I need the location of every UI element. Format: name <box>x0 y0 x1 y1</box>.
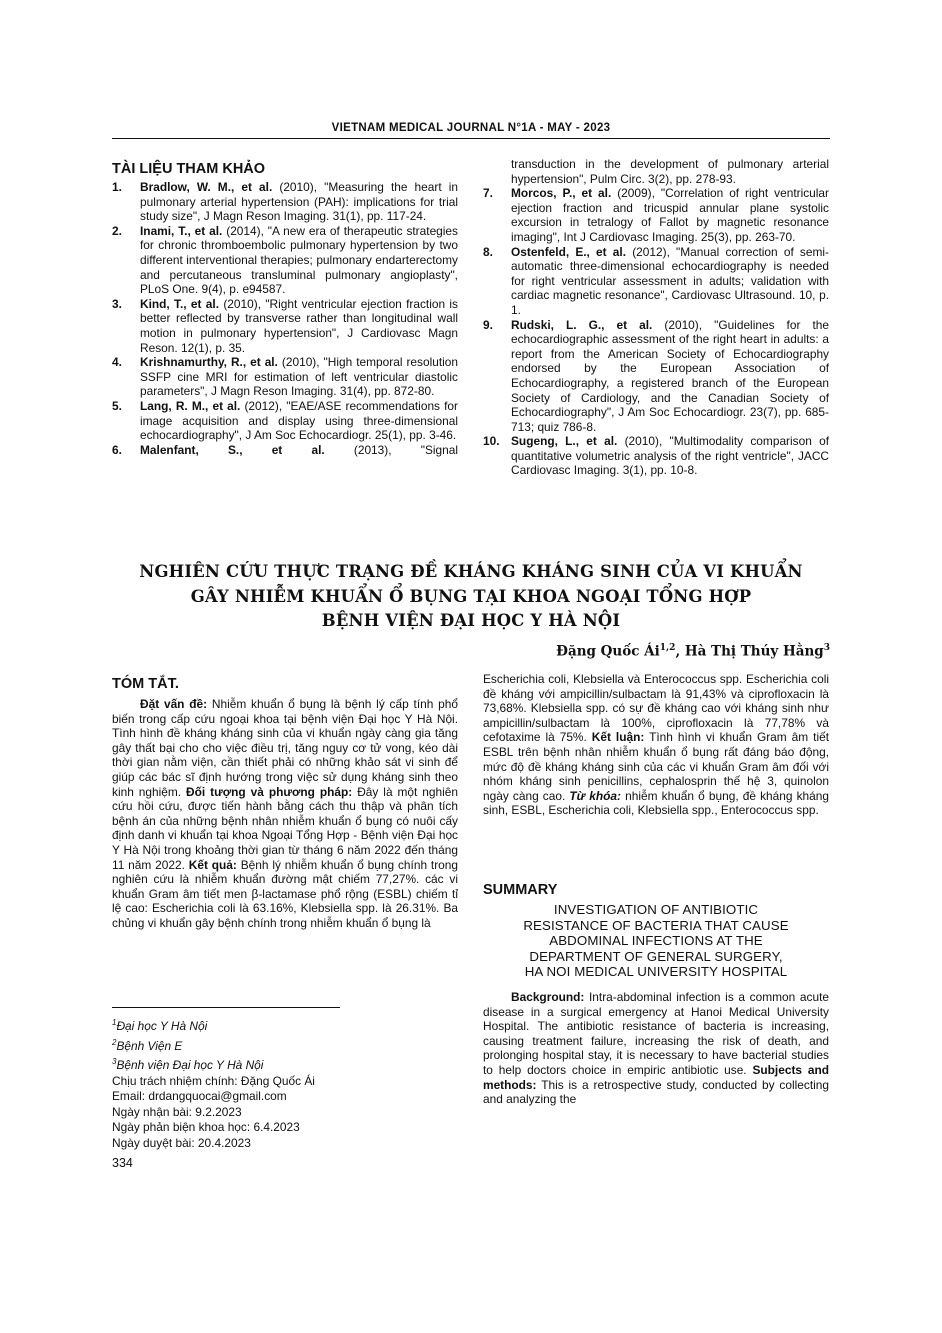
article-title-line: BỆNH VIỆN ĐẠI HỌC Y HÀ NỘI <box>321 611 621 630</box>
label-methods-vi: Đối tượng và phương pháp: <box>186 784 353 799</box>
label-conclusion-vi: Kết luận: <box>591 730 645 745</box>
date-accepted: Ngày duyệt bài: 20.4.2023 <box>112 1136 251 1151</box>
reference-text: (2010), "High temporal resolution SSFP cine MRI for estimation of left ventricular diastolic parameters", J Magn Reson Imaging. 31(4), pp. 872-80. <box>140 355 459 399</box>
abstract-vi-left-text <box>112 697 458 931</box>
summary-title-line: ABDOMINAL INFECTIONS AT THE <box>549 933 763 949</box>
reference-number: 7. <box>483 186 493 201</box>
date-received: Ngày nhận bài: 9.2.2023 <box>112 1104 242 1119</box>
reference-authors: Rudski, L. G., et al. <box>511 317 653 332</box>
reference-number: 3. <box>112 296 122 311</box>
affiliation-sup: 3 <box>112 1057 117 1067</box>
reference-number: 2. <box>112 223 122 238</box>
reference-number: 9. <box>483 317 493 332</box>
text-keywords-vi: nhiễm khuẩn ổ bụng, đề kháng kháng sinh, ESBL, Escherichia coli, Klebsiella spp., Enterococcus spp. <box>483 788 829 818</box>
label-background-vi: Đặt vấn đề: <box>140 697 208 711</box>
reference-text: transduction in the development of pulmonary arterial hypertension", Pulm Circ. 3(2), pp. 278-93. <box>511 157 829 186</box>
author-name: Hà Thị Thúy Hằng <box>684 643 824 660</box>
summary-title-line: DEPARTMENT OF GENERAL SURGERY, <box>529 948 783 964</box>
reference-text: (2013), "Signal <box>324 442 459 457</box>
reference-authors: Sugeng, L., et al. <box>511 434 618 449</box>
references-heading: TÀI LIỆU THAM KHẢO <box>112 161 266 177</box>
article-authors <box>556 643 830 660</box>
affiliation-name: Bệnh Viện E <box>116 1038 183 1053</box>
reference-text: (2010), "Guidelines for the echocardiographic assessment of the right heart in adults: a report from the American Society of Echocardiography endorsed by the European Association of Echocardiography, a registered branch of the European Society of Cardiology, and the Canadian Society of Echocardiography", J Am Soc Echocardiogr. 23(7), pp. 685-713; quiz 786-8. <box>511 317 829 434</box>
summary-title <box>483 902 829 980</box>
reference-item <box>483 186 829 244</box>
article-title <box>112 560 830 634</box>
reference-item <box>112 355 458 399</box>
reference-item <box>112 297 458 355</box>
reference-text: (2012), "EAE/ASE recommendations for image acquisition and display using three-dimensional echocardiography", J Am Soc Echocardiogr. 25(1), pp. 3-46. <box>140 398 458 443</box>
text-results-vi-continued: Escherichia coli, Klebsiella và Enterococcus spp. Escherichia coli đề kháng với ampicillin/sulbactam là 91,43% và ciprofloxacin là 73,68%. Klebsiella spp. có sự đề kháng cao với kháng sinh như ampicillin/sulbactam là 100%, ciprofloxacin là 77,78% và cefotaxime là 75%. <box>483 672 829 745</box>
label-background-en: Background: <box>511 990 585 1004</box>
reference-text: (2014), "A new era of therapeutic strategies for chronic thromboembolic pulmonary hypertension by two different interventional therapies; pulmonary endarterectomy and percutaneous transluminal pulmonary angioplasty", PLoS One. 9(4), p. e94587. <box>140 223 458 297</box>
author-affiliation-sup: 1,2 <box>659 643 676 653</box>
summary-heading: SUMMARY <box>483 882 558 898</box>
reference-authors: Kind, T., et al. <box>140 296 220 311</box>
references-left-column <box>112 180 458 457</box>
affiliation-name: Bệnh viện Đại học Y Hà Nội <box>116 1058 264 1073</box>
author-name: Đặng Quốc Ái <box>556 643 660 660</box>
reference-authors: Lang, R. M., et al. <box>140 398 241 413</box>
reference-item <box>112 443 458 458</box>
summary-text <box>483 990 829 1107</box>
label-keywords-vi: Từ khóa: <box>569 788 621 803</box>
affiliation-sup: 1 <box>112 1018 117 1027</box>
journal-header: VIETNAM MEDICAL JOURNAL N°1A - MAY - 2023 <box>331 122 611 134</box>
date-reviewed: Ngày phản biện khoa học: 6.4.2023 <box>112 1120 300 1135</box>
abstract-vi-right-text <box>483 672 829 818</box>
page-number: 334 <box>112 1156 133 1170</box>
reference-authors: Krishnamurthy, R., et al. <box>140 355 278 370</box>
reference-text: (2010), "Multimodality comparison of quantitative volumetric analysis of the right ventricle", JACC Cardiovasc Imaging. 3(1), pp. 10-8. <box>511 434 829 478</box>
header-rule <box>112 138 830 139</box>
summary-title-line: INVESTIGATION OF ANTIBIOTIC <box>553 902 759 917</box>
affiliation-name: Đại học Y Hà Nội <box>116 1018 208 1033</box>
footnote-rule <box>112 1007 340 1008</box>
author-affiliation-sup: 3 <box>823 643 830 653</box>
text-background-en: Intra-abdominal infection is a common acute disease in a surgical emergency at Hanoi Medical University Hospital. The antibiotic resistance of bacteria is increasing, causing treatment failure, increasing the risk of death, and prolonging hospital stay, it is necessary to have bacterial studies to help doctors choice in empiric antibiotic use. <box>483 990 829 1077</box>
reference-authors: Bradlow, W. M., et al. <box>140 180 273 194</box>
reference-text: (2009), "Correlation of right ventricular ejection fraction and tricuspid annular plane systolic excursion in tetralogy of Fallot by magnetic resonance imaging", Int J Cardiovasc Imaging. 25(3), pp. 263-70. <box>511 186 829 244</box>
article-title-line: NGHIÊN CỨU THỰC TRẠNG ĐỀ KHÁNG KHÁNG SINH CỦA VI KHUẨN <box>139 562 803 581</box>
reference-number: 6. <box>112 442 122 457</box>
reference-number: 5. <box>112 398 122 413</box>
label-results-vi: Kết quả: <box>188 857 237 872</box>
reference-number: 10. <box>483 434 500 449</box>
abstract-vi-heading: TÓM TẮT. <box>112 676 179 692</box>
references-right-column <box>483 157 829 478</box>
text-results-vi: Bệnh lý nhiễm khuẩn ổ bụng chính trong nghiên cứu là nhiễm khuẩn đường mật chiếm 77,27%. các vi khuẩn Gram âm tiết men β-lactamase phổ rộng (ESBL) chiếm tỉ lệ cao: Escherichia coli là 63.16%, Klebsiella spp. là 26.31%. Ba chủng vi khuẩn gây bệnh chính trong nhiễm khuẩn ổ bụng là <box>112 857 459 930</box>
text-methods-vi: Đây là một nghiên cứu hồi cứu, được tiến hành bằng cách thu thập và phân tích bệnh án của những bệnh nhân nhiễm khuẩn ổ bụng có nuôi cấy định danh vi khuẩn tại khoa Ngoại Tổng Hợp - Bệnh viện Đại học Y Hà Nội trong khoảng thời gian từ tháng 6 năm 2022 đến tháng 11 năm 2022. <box>112 784 458 872</box>
reference-authors: Morcos, P., et al. <box>511 186 612 201</box>
reference-item <box>112 224 458 297</box>
affiliation-1 <box>112 1015 452 1035</box>
reference-authors: Malenfant, S., et al. <box>140 442 325 457</box>
reference-number: 1. <box>112 180 122 194</box>
reference-number: 4. <box>112 355 122 370</box>
affiliation-sup: 2 <box>112 1037 117 1047</box>
author-separator: , <box>675 643 685 660</box>
summary-title-line: RESISTANCE OF BACTERIA THAT CAUSE <box>523 917 789 933</box>
reference-number: 8. <box>483 244 493 259</box>
reference-item <box>112 180 458 224</box>
reference-authors: Ostenfeld, E., et al. <box>511 244 627 259</box>
reference-text: (2010), "Measuring the heart in pulmonary arterial hypertension (PAH): implications for trial study size", J Magn Reson Imaging. 31(1), pp. 117-24. <box>140 180 458 224</box>
reference-authors: Inami, T., et al. <box>140 223 223 238</box>
affiliation-2 <box>112 1035 452 1055</box>
article-title-line: GÂY NHIỄM KHUẨN Ổ BỤNG TẠI KHOA NGOẠI TỔNG HỢP <box>190 586 752 606</box>
text-background-vi: Nhiễm khuẩn ổ bụng là bệnh lý cấp tính phổ biến trong cấp cứu ngoại khoa tại bệnh viện Đại học Y Hà Nội. Tình hình đề kháng kháng sinh của vi khuẩn ngày càng gia tăng gây thất bại cho cho việc điều trị, tăng nguy cơ tử vong, kéo dài thời gian nằm viện, cần thiết phải có những khảo sát vi sinh để giúp các bác sĩ định hướng trong việc sử dụng kháng sinh theo kinh nghiệm. <box>112 697 458 799</box>
reference-text: (2012), "Manual correction of semi-automatic three-dimensional echocardiography is needed for right ventricular assessment in adults; validation with cardiac magnetic resonance", Cardiovasc Ultrasound. 10, p. 1. <box>511 244 829 317</box>
text-conclusion-vi: Tình hình vi khuẩn Gram âm tiết ESBL trên bệnh nhân nhiễm khuẩn ổ bụng rất đáng báo động, mức độ đề kháng kháng sinh của các vi khuẩn Gram âm đối với nhóm kháng sinh penicillins, cephalosprin thế hệ 3, quinolon ngày càng cao. <box>483 730 830 803</box>
reference-item <box>483 434 829 478</box>
reference-item <box>112 399 458 443</box>
summary-title-line: HA NOI MEDICAL UNIVERSITY HOSPITAL <box>524 964 788 980</box>
reference-text: (2010), "Right ventricular ejection fraction is better reflected by transverse rather than longitudinal wall motion in pulmonary hypertension", J Cardiovasc Magn Reson. 12(1), p. 35. <box>140 296 459 355</box>
footnotes <box>112 1015 452 1152</box>
reference-item-continued <box>483 157 829 186</box>
reference-item <box>483 245 829 318</box>
text-methods-en: This is a retrospective study, conducted by collecting and analyzing the <box>483 1077 829 1107</box>
label-methods-en: Subjects and methods: <box>483 1062 829 1092</box>
reference-item <box>483 318 829 435</box>
corresponding-author: Chịu trách nhiệm chính: Đặng Quốc Ái <box>112 1073 315 1088</box>
affiliation-3 <box>112 1054 452 1074</box>
email-link[interactable]: Email: drdangquocai@gmail.com <box>112 1089 287 1104</box>
